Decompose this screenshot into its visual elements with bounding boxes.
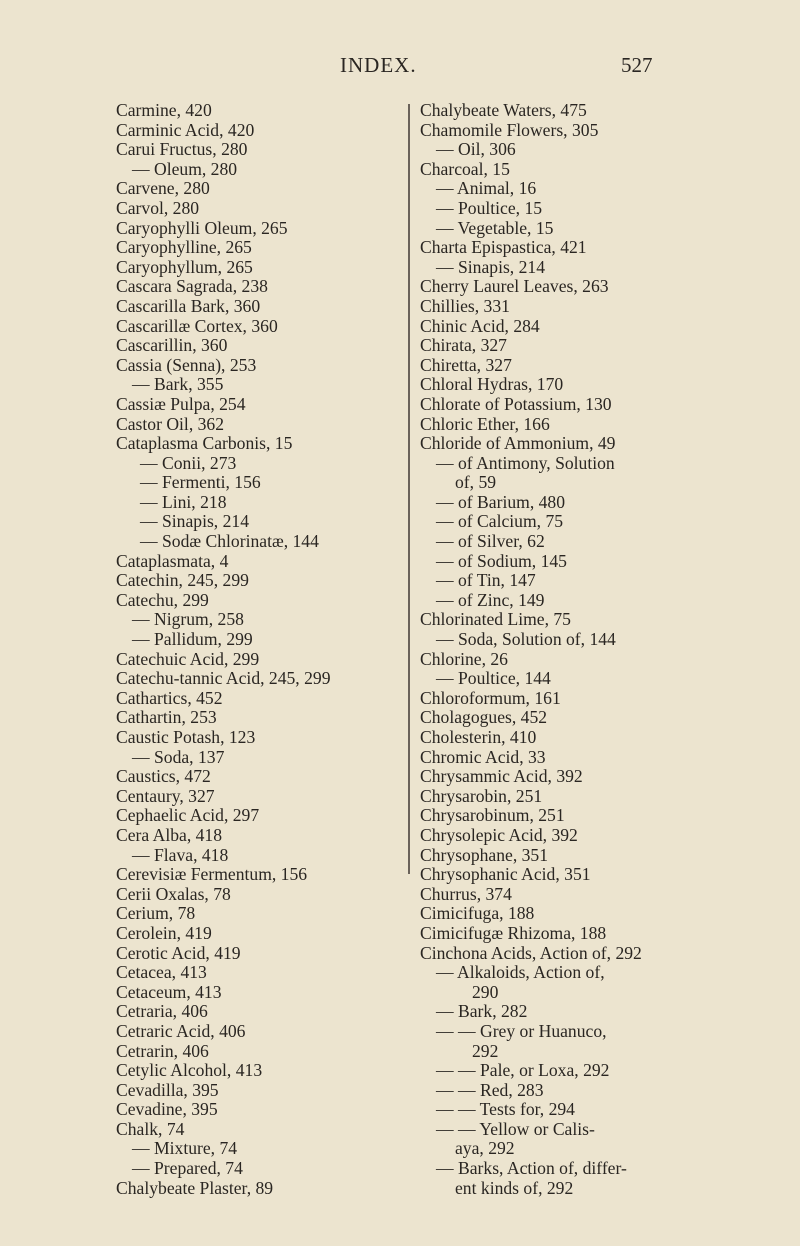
index-entry: Catechuic Acid, 299	[116, 648, 260, 669]
index-entry: — Conii, 273	[140, 452, 237, 473]
index-entry: Chloral Hydras, 170	[420, 374, 564, 395]
index-entry: Cascara Sagrada, 238	[116, 276, 268, 297]
index-entry: — Animal, 16	[436, 178, 537, 199]
index-entry: Caryophylline, 265	[116, 237, 252, 258]
index-entry: 290	[472, 981, 499, 1002]
index-entry: — Sinapis, 214	[436, 256, 545, 277]
index-entry: Charta Epispastica, 421	[420, 237, 587, 258]
index-entry: Chrysophanic Acid, 351	[420, 864, 591, 885]
index-entry: — — Tests for, 294	[436, 1099, 575, 1120]
index-entry: Caustic Potash, 123	[116, 727, 256, 747]
index-entry: Cetraria, 406	[116, 1001, 208, 1022]
index-entry: Caryophyllum, 265	[116, 256, 253, 277]
index-entry: Cholesterin, 410	[420, 727, 537, 747]
index-entry: Catechu-tannic Acid, 245, 299	[116, 668, 331, 689]
index-entry: Centaury, 327	[116, 785, 215, 806]
index-entry: — Oleum, 280	[132, 158, 238, 179]
index-entry: Cathartics, 452	[116, 687, 223, 708]
index-entry: Cetylic Alcohol, 413	[116, 1060, 263, 1081]
index-entry: Cholagogues, 452	[420, 707, 548, 728]
index-entry: Carvene, 280	[116, 178, 210, 199]
index-entry: — — Pale, or Loxa, 292	[436, 1060, 610, 1081]
index-entry: Chrysophane, 351	[420, 844, 549, 865]
index-entry: Chalk, 74	[116, 1118, 185, 1139]
index-entry: Carvol, 280	[116, 197, 200, 218]
index-entry: Churrus, 374	[420, 883, 512, 904]
index-entry: — Mixture, 74	[132, 1138, 238, 1159]
index-entry: Chlorinated Lime, 75	[420, 609, 571, 630]
index-entry: Chloride of Ammonium, 49	[420, 433, 616, 454]
index-entry: — Flava, 418	[132, 844, 229, 865]
column-divider	[408, 104, 410, 874]
index-entry: — of Silver, 62	[436, 531, 545, 552]
index-entry: Chrysammic Acid, 392	[420, 766, 583, 787]
index-entry: — Vegetable, 15	[436, 217, 554, 238]
index-entry: Cascarilla Bark, 360	[116, 295, 261, 316]
page-number: 527	[621, 53, 653, 77]
index-entry: Catechin, 245, 299	[116, 570, 249, 591]
index-entry: — — Red, 283	[436, 1079, 544, 1100]
index-entry: Cassiæ Pulpa, 254	[116, 393, 246, 414]
index-entry: Cephaelic Acid, 297	[116, 805, 260, 826]
index-entry: Cevadilla, 395	[116, 1079, 219, 1100]
index-entry: — Prepared, 74	[132, 1158, 243, 1179]
index-entry: Chrysarobin, 251	[420, 785, 543, 806]
index-entry: — Bark, 355	[132, 374, 224, 395]
index-entry: Cimicifuga, 188	[420, 903, 535, 924]
index-entry: Cetacea, 413	[116, 962, 207, 983]
index-entry: Chrysolepic Acid, 392	[420, 824, 578, 845]
index-entry: — — Grey or Huanuco,	[436, 1020, 607, 1041]
index-entry: Cerolein, 419	[116, 922, 212, 943]
index-entry: — of Barium, 480	[436, 491, 566, 512]
page-title: INDEX.	[340, 53, 417, 77]
index-entry: — of Zinc, 149	[436, 589, 545, 610]
index-entry: Charcoal, 15	[420, 158, 510, 179]
index-entry: Cevadine, 395	[116, 1099, 218, 1120]
index-entry: Cataplasma Carbonis, 15	[116, 433, 293, 454]
index-entry: Castor Oil, 362	[116, 413, 225, 434]
index-entry: Carui Fructus, 280	[116, 139, 248, 160]
index-entry: — of Calcium, 75	[436, 511, 564, 532]
index-entry: 292	[472, 1040, 499, 1061]
index-entry: Cerotic Acid, 419	[116, 942, 241, 963]
index-entry: Cataplasmata, 4	[116, 550, 229, 571]
index-entry: — Bark, 282	[436, 1001, 528, 1022]
index-entry: Cascarillæ Cortex, 360	[116, 315, 278, 336]
index-entry: — Pallidum, 299	[132, 629, 253, 650]
index-column-right	[420, 101, 710, 1198]
index-entry: — Soda, 137	[132, 746, 225, 767]
index-entry: ent kinds of, 292	[455, 1177, 574, 1198]
index-entry: Catechu, 299	[116, 589, 209, 610]
index-entry: — Barks, Action of, differ-	[436, 1158, 627, 1179]
index-entry: Chiretta, 327	[420, 354, 512, 375]
index-entry: — Oil, 306	[436, 139, 516, 160]
index-entry: Chirata, 327	[420, 335, 507, 356]
index-entry: Cerevisiæ Fermentum, 156	[116, 864, 308, 885]
index-entry: Cetaceum, 413	[116, 981, 222, 1002]
index-entry: Cathartin, 253	[116, 707, 217, 728]
index-entry: — Lini, 218	[140, 491, 227, 512]
index-entry: — Poultice, 144	[436, 668, 551, 689]
index-entry: Chromic Acid, 33	[420, 746, 546, 767]
index-entry: — of Tin, 147	[436, 570, 536, 591]
index-entry: Caustics, 472	[116, 766, 211, 787]
index-entry: — of Sodium, 145	[436, 550, 567, 571]
index-entry: Chloroformum, 161	[420, 687, 561, 708]
index-entry: Chlorate of Potassium, 130	[420, 393, 612, 414]
index-entry: Cera Alba, 418	[116, 824, 223, 845]
index-entry: Chrysarobinum, 251	[420, 805, 565, 826]
index-entry: Cetrarin, 406	[116, 1040, 209, 1061]
index-entry: of, 59	[455, 472, 497, 493]
index-entry: Cherry Laurel Leaves, 263	[420, 276, 609, 297]
index-entry: aya, 292	[455, 1138, 515, 1159]
index-entry: Chalybeate Plaster, 89	[116, 1177, 274, 1198]
index-entry: Chalybeate Waters, 475	[420, 100, 587, 120]
index-entry: Carmine, 420	[116, 100, 212, 120]
index-entry: Chloric Ether, 166	[420, 413, 550, 434]
index-entry: Cascarillin, 360	[116, 335, 228, 356]
index-entry: Caryophylli Oleum, 265	[116, 217, 288, 238]
index-entry: — Alkaloids, Action of,	[436, 962, 605, 983]
index-entry: Chillies, 331	[420, 295, 510, 316]
index-entry: Cerium, 78	[116, 903, 196, 924]
index-entry: — Sodæ Chlorinatæ, 144	[140, 531, 319, 552]
index-entry: — Soda, Solution of, 144	[436, 629, 616, 650]
index-entry: Chinic Acid, 284	[420, 315, 540, 336]
index-entry: Cassia (Senna), 253	[116, 354, 257, 375]
index-entry: Cerii Oxalas, 78	[116, 883, 231, 904]
index-entry: Cimicifugæ Rhizoma, 188	[420, 922, 607, 943]
index-entry: — Fermenti, 156	[140, 472, 261, 493]
index-entry: — of Antimony, Solution	[436, 452, 615, 473]
index-entry: — Poultice, 15	[436, 197, 543, 218]
index-entry: Cetraric Acid, 406	[116, 1020, 246, 1041]
index-entry: Chlorine, 26	[420, 648, 508, 669]
index-entry: Carminic Acid, 420	[116, 119, 255, 140]
index-entry: — — Yellow or Calis-	[436, 1118, 595, 1139]
index-entry: — Sinapis, 214	[140, 511, 249, 532]
index-entry: — Nigrum, 258	[132, 609, 244, 630]
index-entry: Cinchona Acids, Action of, 292	[420, 942, 642, 963]
index-entry: Chamomile Flowers, 305	[420, 119, 599, 140]
index-column-left	[116, 101, 401, 1198]
